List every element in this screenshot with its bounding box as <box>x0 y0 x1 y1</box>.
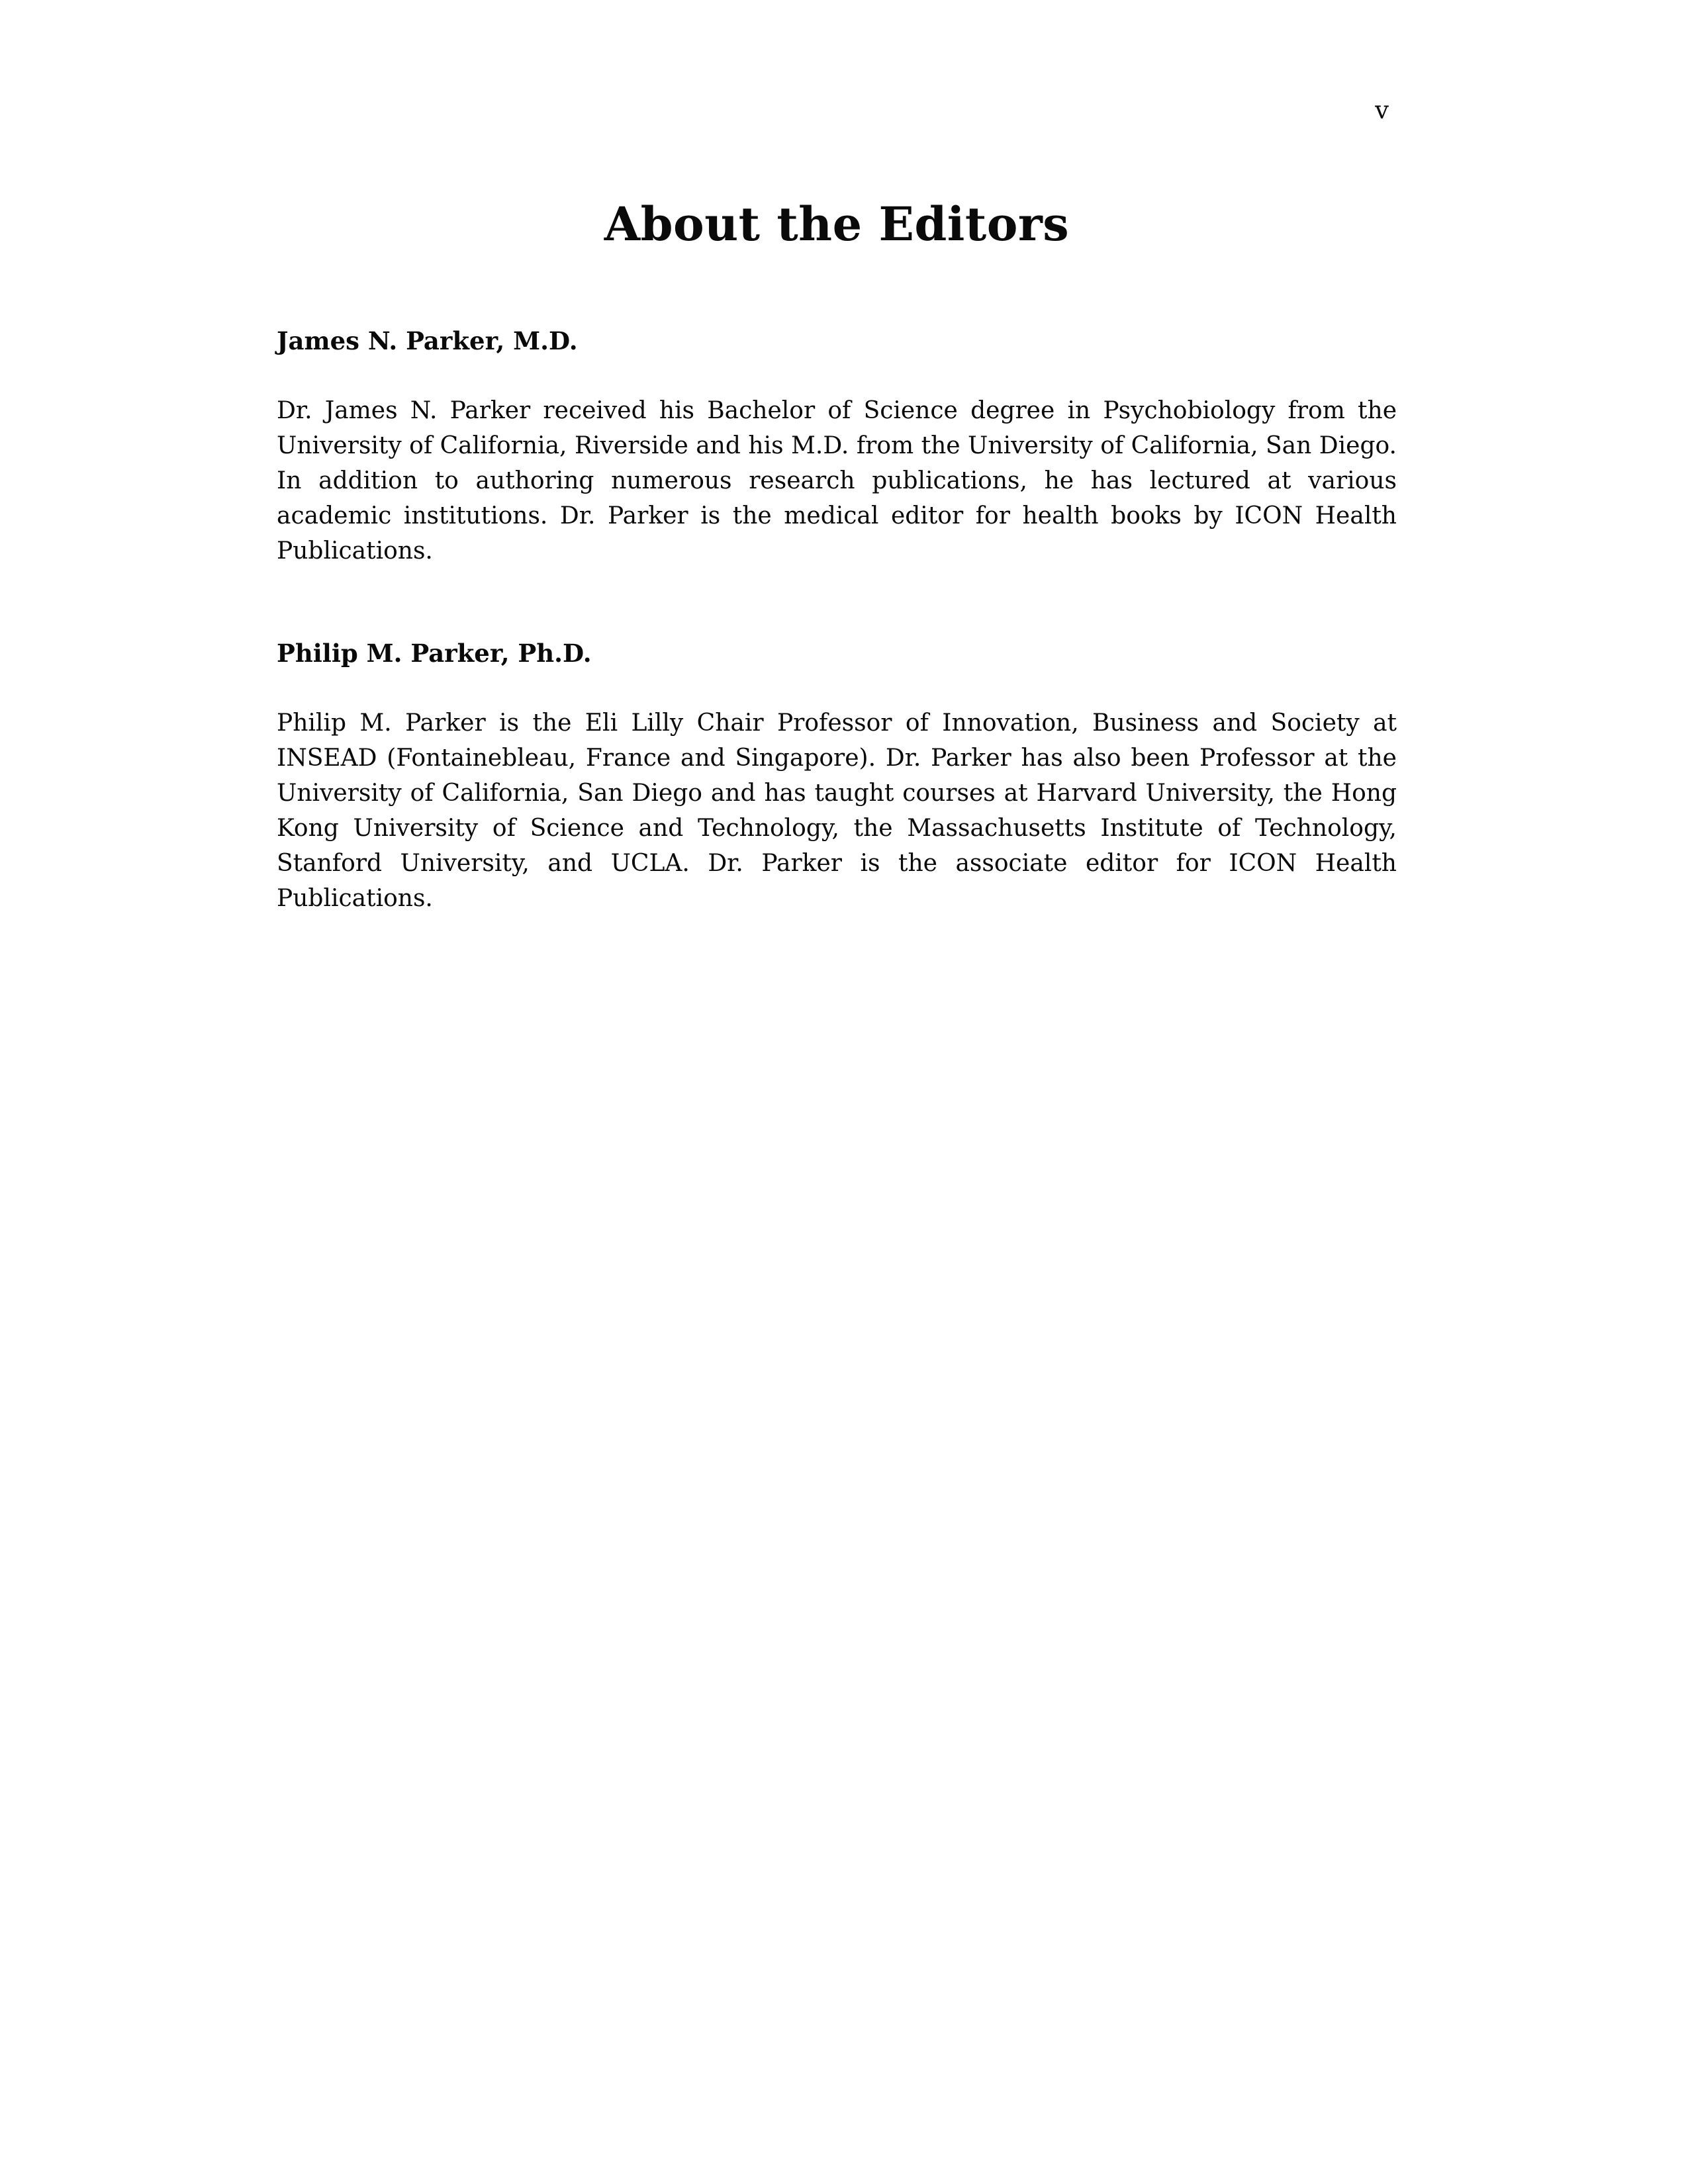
page-content <box>277 199 1397 983</box>
editor-bio-paragraph: Philip M. Parker is the Eli Lilly Chair Professor of Innovation, Business and Society at INSEAD (Fontainebleau, France and Singapore). Dr. Parker has also been Professor at the University of California, San Diego and has taught courses at Harvard University, the Hong Kong University of Science and Technology, the Massachusetts Institute of Technology, Stanford University, and UCLA. Dr. Parker is the associate editor for ICON Health Publications. <box>277 709 1397 912</box>
page-title: About the Editors <box>604 197 1070 251</box>
editor-name-heading: James N. Parker, M.D. <box>277 326 578 355</box>
editor-section-philip <box>277 636 1397 916</box>
editor-section-james <box>277 324 1397 569</box>
editor-bio-paragraph: Dr. James N. Parker received his Bachelor of Science degree in Psychobiology from the University of California, Riverside and his M.D. from the University of California, San Diego. In addition to authoring numerous research publications, he has lectured at various academic institutions. Dr. Parker is the medical editor for health books by ICON Health Publications. <box>277 397 1397 565</box>
page-number: v <box>1375 96 1389 124</box>
editor-name-heading: Philip M. Parker, Ph.D. <box>277 639 592 668</box>
